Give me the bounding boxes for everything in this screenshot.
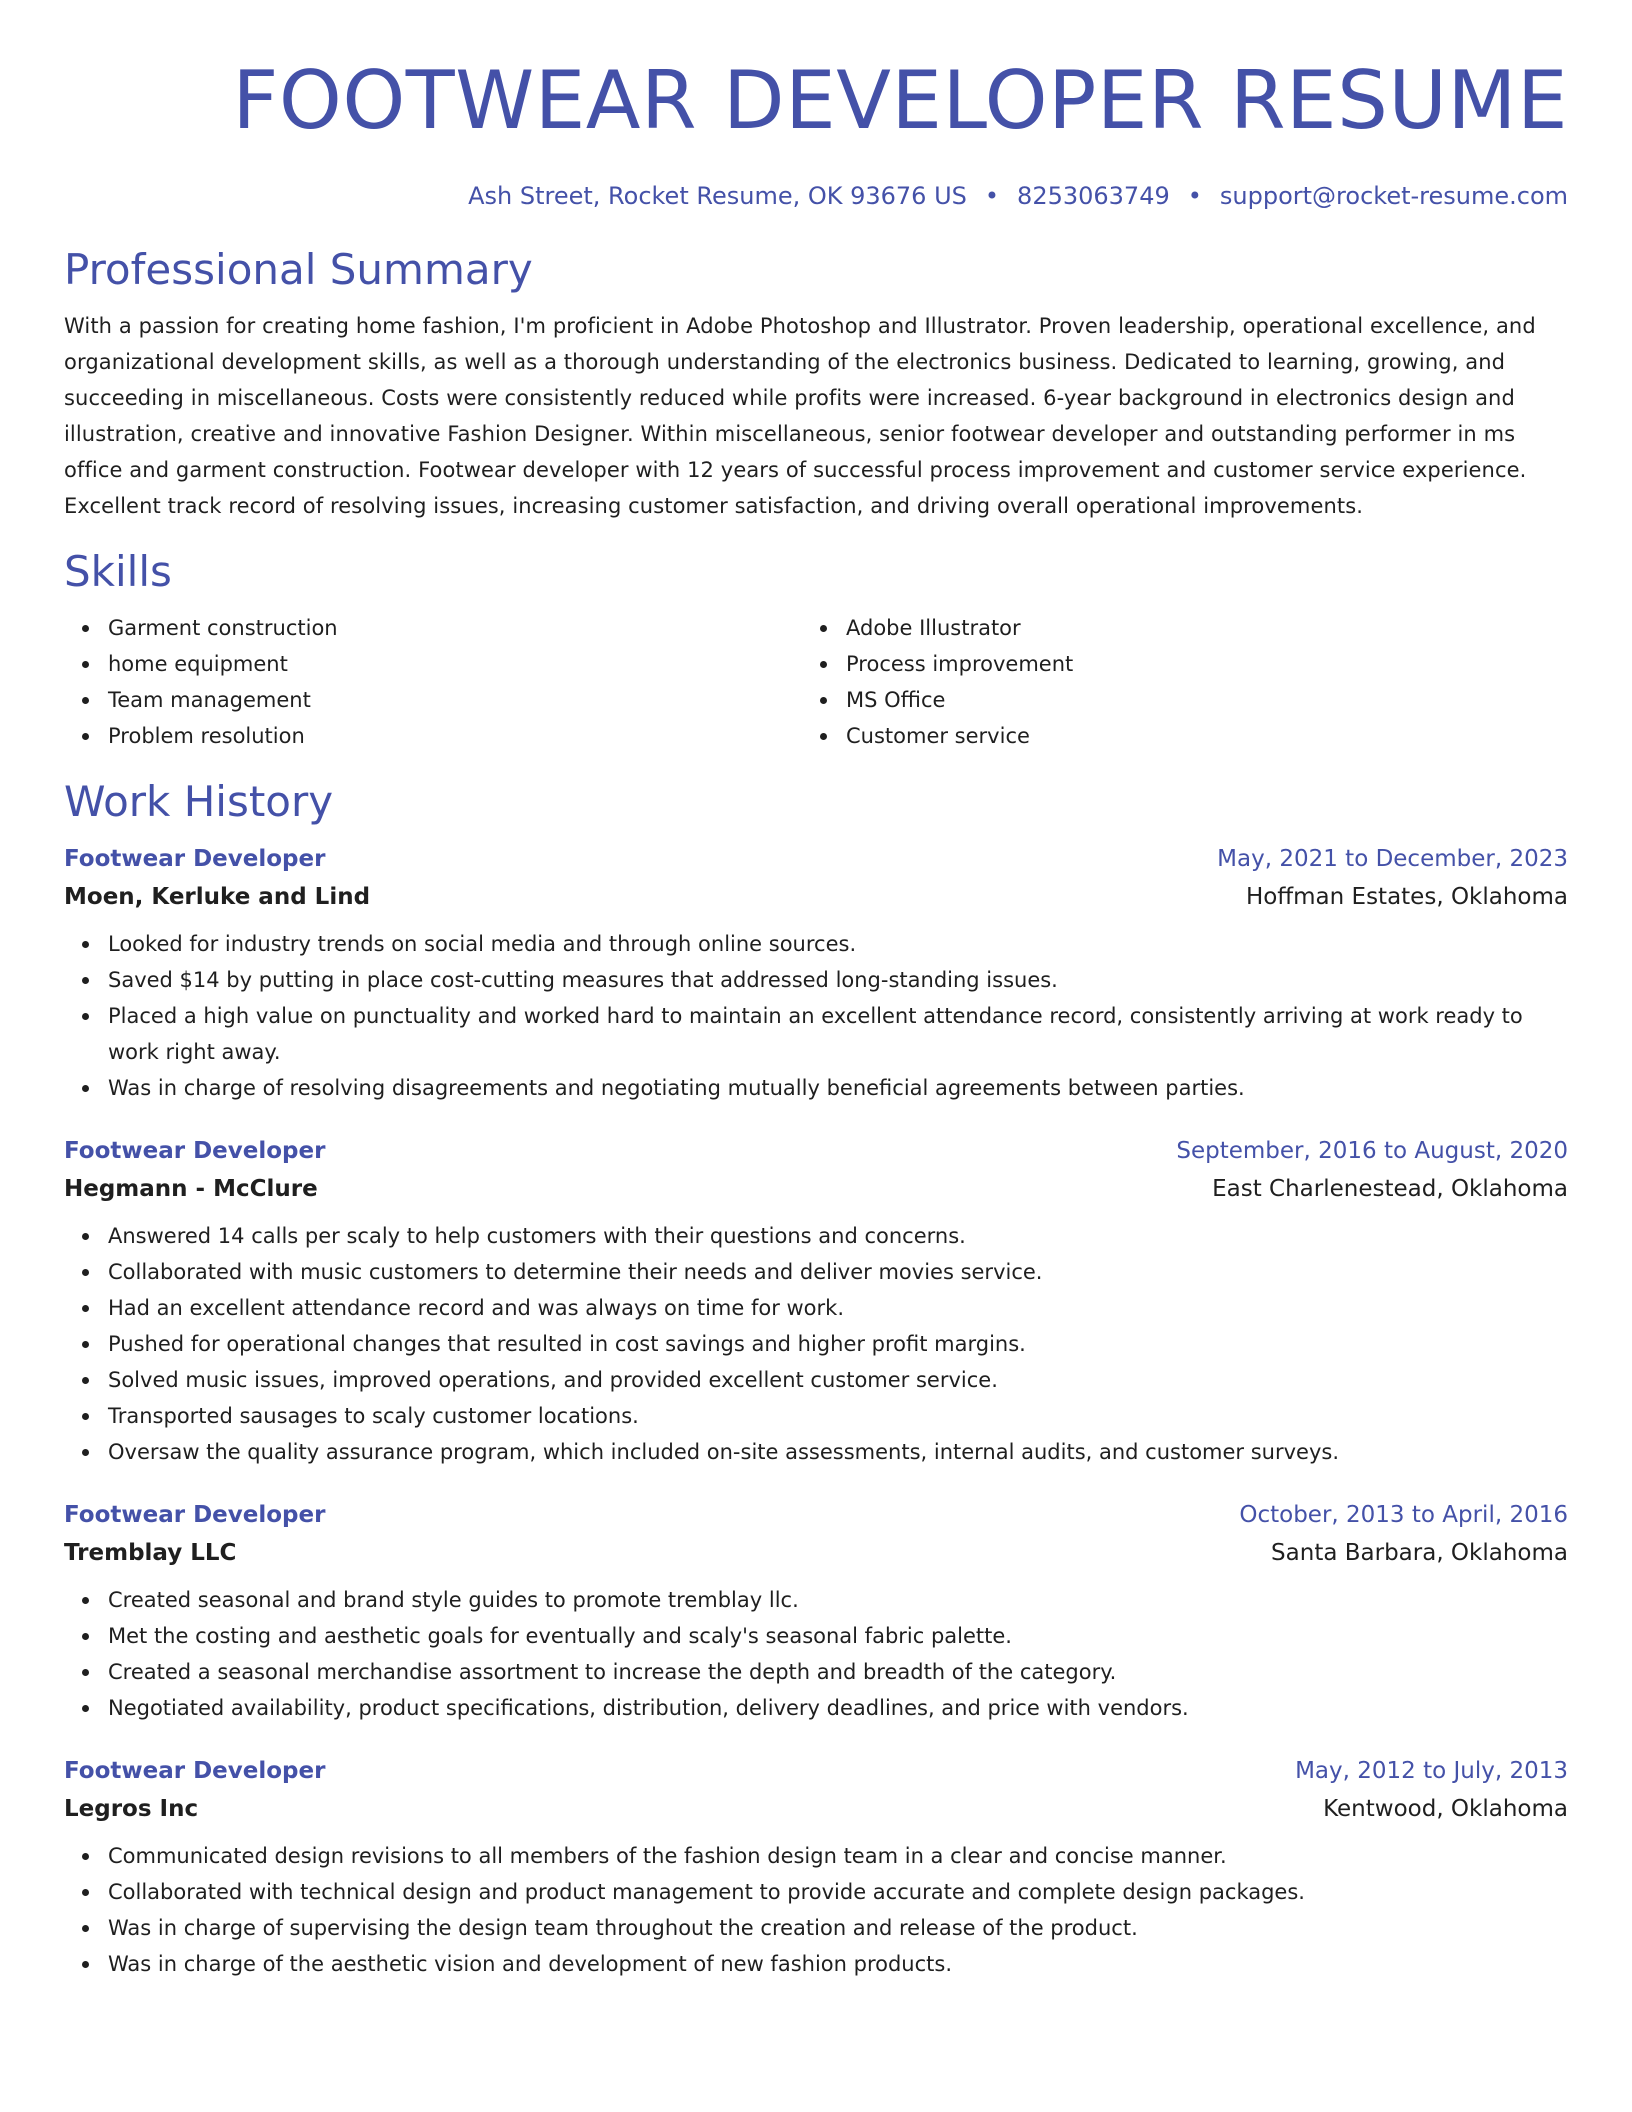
skill-item: Customer service [846,718,1073,754]
job-subheader [64,1536,1568,1570]
summary-text: With a passion for creating home fashion, I'm proficient in Adobe Photoshop and Illustrator. Proven leadership, operational excellence, and organizational development skills, as well as a thorough understanding of the electronics business. Dedicated to learning, growing, and succeeding in miscellaneous. Costs were consistently reduced while profits were increased. 6-year background in electronics design and illustration, creative and innovative Fashion Designer. Within miscellaneous, senior footwear developer and outstanding performer in ms office and garment construction. Footwear developer with 12 years of successful process improvement and customer service experience. Excellent track record of resolving issues, increasing customer satisfaction, and driving overall operational improvements. [64,314,1536,518]
job-bullet: Placed a high value on punctuality and worked hard to maintain an excellent attendance record, consistently arriving at work ready to work right away. [108,998,1568,1070]
job-company: Moen, Kerluke and Lind [64,884,371,910]
contact-email: support@rocket-resume.com [1219,182,1568,210]
job-bullet: Created a seasonal merchandise assortment to increase the depth and breadth of the category. [108,1654,1568,1690]
skill-item: home equipment [108,646,802,682]
job-header [64,1134,1568,1168]
job-bullet: Answered 14 calls per scaly to help customers with their questions and concerns. [108,1218,1568,1254]
skill-item: Adobe Illustrator [846,610,1073,646]
job-bullet: Was in charge of the aesthetic vision and development of new fashion products. [108,1946,1568,1982]
skill-item: Problem resolution [108,718,802,754]
job-location: Hoffman Estates, Oklahoma [1245,884,1568,910]
job-bullet: Negotiated availability, product specifications, distribution, delivery deadlines, and price with vendors. [108,1690,1568,1726]
job-dates: May, 2021 to December, 2023 [1217,846,1568,872]
job-bullet: Created seasonal and brand style guides to promote tremblay llc. [108,1582,1568,1618]
contact-address: Ash Street, Rocket Resume, OK 93676 US [468,182,967,210]
job-bullet: Pushed for operational changes that resulted in cost savings and higher profit margins. [108,1326,1568,1362]
job-bullets [64,1218,1568,1470]
job-dates: October, 2013 to April, 2016 [1239,1502,1568,1528]
job-bullets [64,1838,1568,1982]
job-title: Footwear Developer [64,1502,326,1528]
skills-list [64,610,1568,754]
job-subheader [64,1172,1568,1206]
job-title: Footwear Developer [64,846,326,872]
job-bullet: Was in charge of resolving disagreements and negotiating mutually beneficial agreements between parties. [108,1070,1568,1106]
job-bullet: Met the costing and aesthetic goals for eventually and scaly's seasonal fabric palette. [108,1618,1568,1654]
job-location: Kentwood, Oklahoma [1323,1796,1568,1822]
separator-dot: • [1187,182,1202,210]
job-entry [64,1498,1568,1726]
job-location: East Charlenestead, Oklahoma [1212,1176,1568,1202]
job-bullet: Oversaw the quality assurance program, which included on-site assessments, internal audits, and customer surveys. [108,1434,1568,1470]
job-company: Tremblay LLC [64,1540,237,1566]
job-bullet: Collaborated with music customers to determine their needs and deliver movies service. [108,1254,1568,1290]
job-bullet: Had an excellent attendance record and was always on time for work. [108,1290,1568,1326]
skill-item: Garment construction [108,610,802,646]
job-dates: September, 2016 to August, 2020 [1176,1138,1568,1164]
skills-column-right [802,610,1073,754]
work-history-heading: Work History [64,777,334,826]
resume-title: FOOTWEAR DEVELOPER RESUME [232,54,1568,147]
job-bullet: Transported sausages to scaly customer locations. [108,1398,1568,1434]
job-entry [64,1134,1568,1470]
skill-item: MS Office [846,682,1073,718]
job-dates: May, 2012 to July, 2013 [1295,1758,1568,1784]
job-subheader [64,1792,1568,1826]
job-bullet: Looked for industry trends on social media and through online sources. [108,926,1568,962]
job-bullets [64,1582,1568,1726]
job-bullet: Was in charge of supervising the design team throughout the creation and release of the product. [108,1910,1568,1946]
job-bullet: Saved $14 by putting in place cost-cutting measures that addressed long-standing issues. [108,962,1568,998]
skill-item: Process improvement [846,646,1073,682]
job-bullets [64,926,1568,1106]
job-entry [64,842,1568,1106]
job-subheader [64,880,1568,914]
job-entry [64,1754,1568,1982]
job-header [64,842,1568,876]
skill-item: Team management [108,682,802,718]
job-header [64,1754,1568,1788]
skills-column-left [64,610,802,754]
job-title: Footwear Developer [64,1758,326,1784]
job-company: Legros Inc [64,1796,199,1822]
skills-heading: Skills [64,547,172,596]
summary-heading: Professional Summary [64,245,533,294]
job-bullet: Solved music issues, improved operations, and provided excellent customer service. [108,1362,1568,1398]
job-title: Footwear Developer [64,1138,326,1164]
job-company: Hegmann - McClure [64,1176,318,1202]
contact-phone: 8253063749 [1017,182,1170,210]
separator-dot: • [984,182,1000,210]
job-bullet: Communicated design revisions to all members of the fashion design team in a clear and concise manner. [108,1838,1568,1874]
job-location: Santa Barbara, Oklahoma [1271,1540,1568,1566]
contact-line [64,180,1568,212]
job-header [64,1498,1568,1532]
job-bullet: Collaborated with technical design and product management to provide accurate and complete design packages. [108,1874,1568,1910]
